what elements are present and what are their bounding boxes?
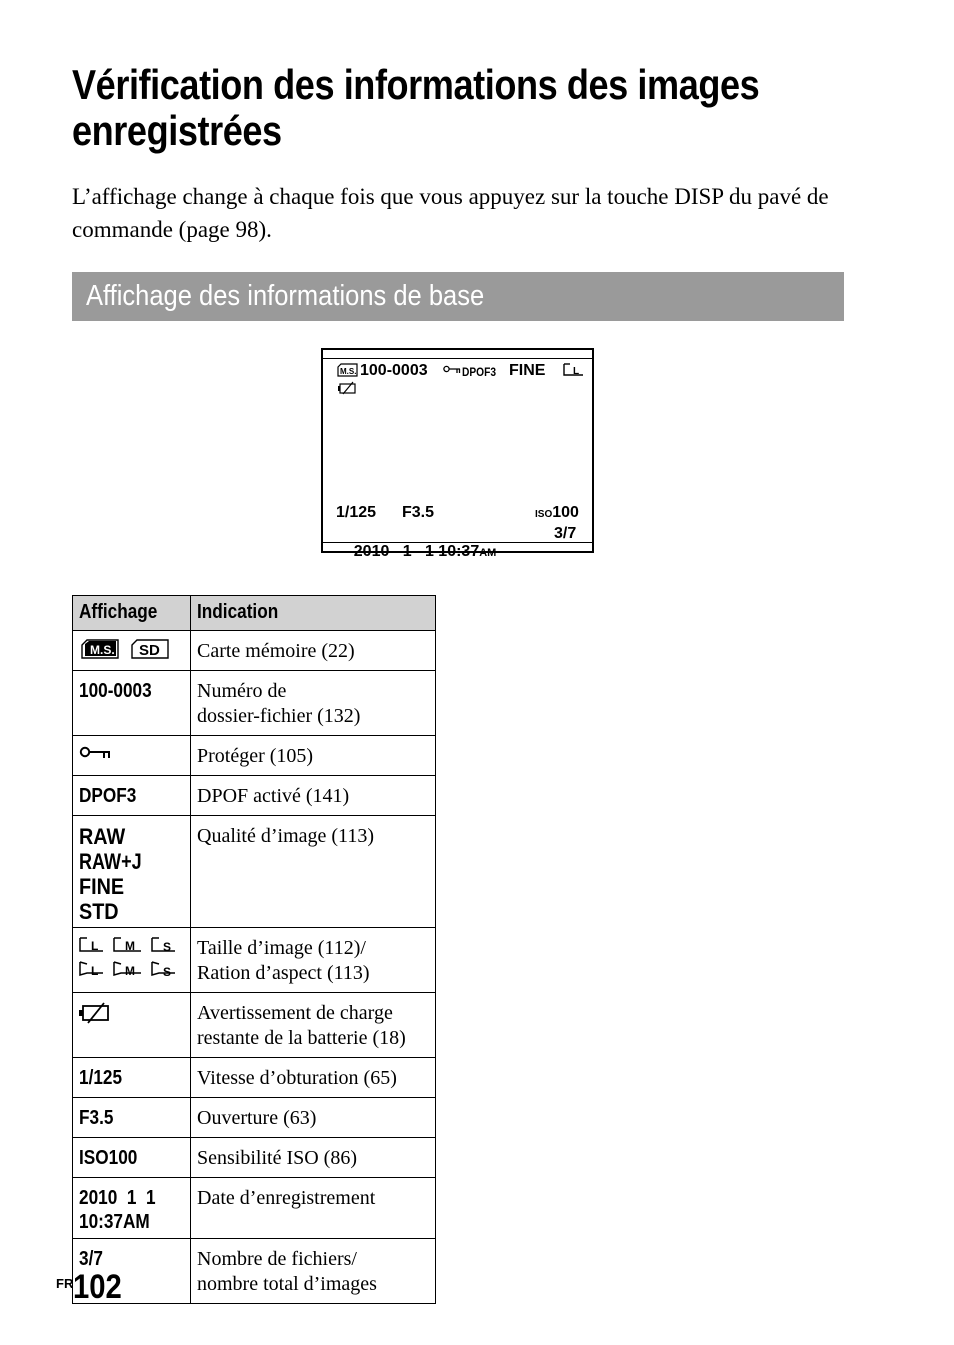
table-row: [73, 631, 436, 671]
svg-text:M: M: [125, 939, 135, 953]
sd-card-icon: [131, 639, 169, 659]
table-cell-indication: Ouverture (63): [191, 1098, 436, 1138]
memory-stick-icon: [81, 639, 119, 659]
table-row: [73, 1178, 436, 1239]
table-row: [73, 671, 436, 736]
table-cell-display: RAW RAW+J FINE STD: [73, 816, 191, 928]
svg-text:L: L: [91, 939, 99, 953]
table-cell-display: [73, 928, 191, 993]
table-cell-display: 2010 1 1 10:37AM: [73, 1178, 191, 1239]
lcd-iso: [535, 504, 579, 524]
table-row: [73, 928, 436, 993]
lcd-quality: FINE: [509, 362, 546, 379]
table-cell-display: DPOF3: [73, 776, 191, 816]
table-row: [73, 1058, 436, 1098]
lcd-file-number: 100-0003: [360, 362, 428, 379]
page-language-code: FR: [56, 1276, 74, 1291]
lcd-iso-value: 100: [552, 504, 579, 521]
lcd-aperture: F3.5: [402, 504, 435, 521]
table-cell-indication: Nombre de fichiers/ nombre total d’images: [191, 1239, 436, 1304]
image-size-S-icon: [151, 936, 177, 954]
table-cell-indication: Date d’enregistrement: [191, 1178, 436, 1239]
table-cell-indication: Qualité d’image (113): [191, 816, 436, 928]
table-row: [73, 1138, 436, 1178]
table-row: [73, 736, 436, 776]
lcd-date-am: AM: [479, 547, 497, 559]
svg-text:M.S.: M.S.: [90, 643, 115, 657]
table-header-row: [73, 596, 436, 631]
image-size-L-icon: [79, 936, 105, 954]
table-row: [73, 816, 436, 928]
table-row: [73, 776, 436, 816]
svg-text:L: L: [573, 366, 580, 377]
lcd-top-rule: [323, 358, 592, 359]
section-heading-bar: [72, 272, 844, 321]
table-cell-indication: DPOF activé (141): [191, 776, 436, 816]
table-header-indication: Indication: [191, 596, 436, 631]
section-heading: Affichage des informations de base: [86, 280, 485, 312]
lcd-dpof: DPOF3: [462, 365, 497, 379]
lcd-preview: [321, 348, 594, 560]
image-size-M-icon: [113, 936, 143, 954]
image-size-wide-L-icon: [79, 960, 105, 978]
table-cell-indication: Numéro de dossier-fichier (132): [191, 671, 436, 736]
battery-warning-icon: [338, 381, 358, 395]
lcd-image-count: 3/7: [554, 525, 577, 542]
table-cell-indication: Protéger (105): [191, 736, 436, 776]
memory-stick-icon: [337, 363, 358, 377]
image-size-L-icon: [563, 363, 585, 377]
svg-text:M.S.: M.S.: [340, 367, 357, 376]
svg-text:SD: SD: [139, 642, 160, 659]
image-size-wide-S-icon: [151, 960, 177, 978]
battery-warning-icon: [79, 1001, 111, 1025]
table-cell-indication: Sensibilité ISO (86): [191, 1138, 436, 1178]
svg-text:M: M: [125, 964, 135, 978]
table-cell-display: 100-0003: [73, 671, 191, 736]
page-number-value: 102: [73, 1268, 123, 1306]
table-cell-display: [73, 631, 191, 671]
table-cell-indication: Vitesse d’obturation (65): [191, 1058, 436, 1098]
svg-text:S: S: [163, 965, 172, 978]
svg-text:S: S: [163, 940, 172, 954]
page-title: [72, 62, 777, 154]
page-title-line-2: enregistrées: [72, 107, 282, 154]
table-row: [73, 993, 436, 1058]
lcd-date-value: 2010 1 1 10:37: [353, 543, 480, 560]
display-indication-table: [72, 595, 436, 1304]
table-cell-indication: Taille d’image (112)/ Ration d’aspect (113): [191, 928, 436, 993]
table-row: [73, 1098, 436, 1138]
table-cell-display: 1/125: [73, 1058, 191, 1098]
page-number: [56, 1268, 130, 1307]
intro-paragraph: L’affichage change à chaque fois que vous appuyez sur la touche DISP du pavé de commande (page 98).: [72, 184, 829, 242]
table-cell-display: F3.5: [73, 1098, 191, 1138]
protect-key-icon: [79, 746, 111, 760]
svg-text:L: L: [91, 964, 99, 978]
lcd-iso-label: ISO: [535, 509, 553, 520]
table-header-display: Affichage: [73, 596, 191, 631]
table-cell-indication: Avertissement de charge restante de la batterie (18): [191, 993, 436, 1058]
page-title-line-1: Vérification des informations des images: [72, 61, 760, 108]
table-cell-display: [73, 736, 191, 776]
table-cell-display: [73, 993, 191, 1058]
lcd-shutter-speed: 1/125: [336, 504, 377, 521]
protect-key-icon: [443, 365, 461, 375]
image-size-wide-M-icon: [113, 960, 143, 978]
table-cell-display: 3/7: [73, 1239, 191, 1304]
table-cell-indication: Carte mémoire (22): [191, 631, 436, 671]
table-cell-display: ISO100: [73, 1138, 191, 1178]
lcd-date: [336, 525, 496, 580]
